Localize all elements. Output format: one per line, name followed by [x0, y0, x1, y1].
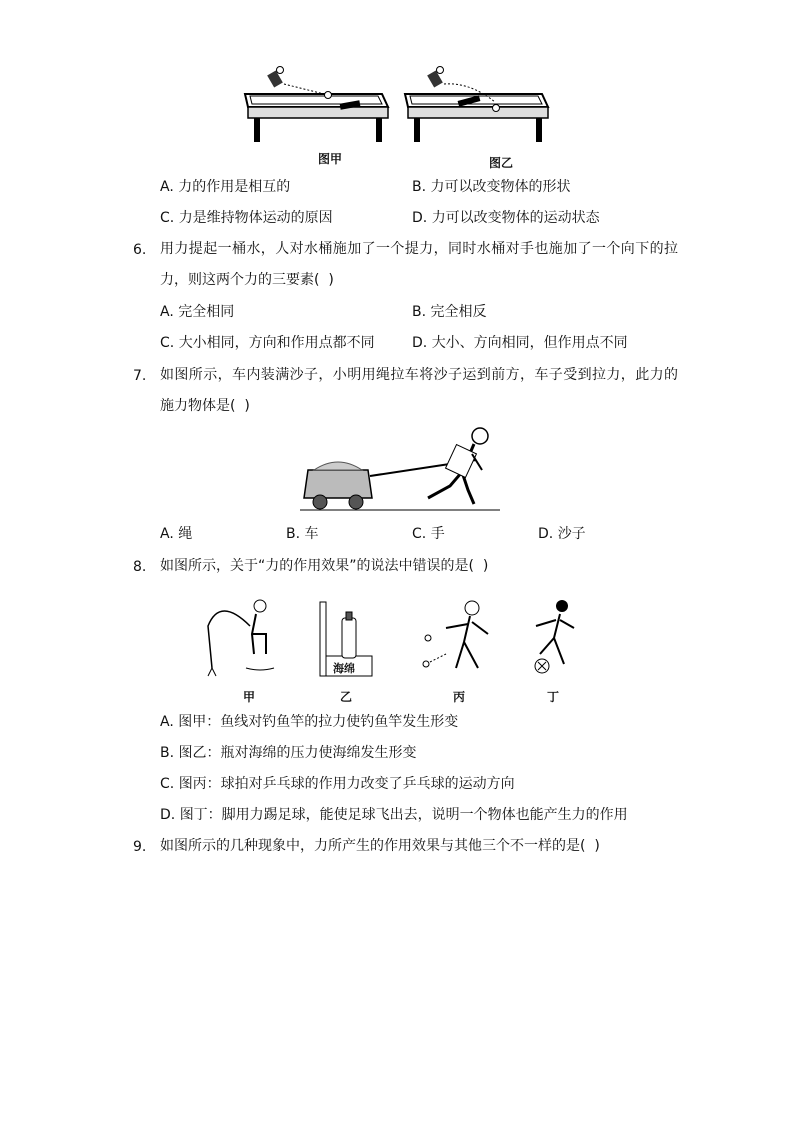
figure-caption-b: 图乙	[489, 156, 514, 170]
option-a[interactable]: A. 绳	[160, 526, 193, 542]
figure-label-jia: 甲	[243, 690, 256, 704]
option-d[interactable]: D. 沙子	[538, 526, 586, 542]
sponge-label: 海绵	[333, 662, 355, 675]
fishing-illustration	[200, 596, 280, 681]
table-tennis-illustration	[416, 598, 506, 683]
option-b[interactable]: B. 车	[286, 526, 319, 542]
option-d[interactable]: D. 图丁：脚用力踢足球，能使足球飞出去，说明一个物体也能产生力的作用	[160, 807, 628, 823]
option-a[interactable]: A. 力的作用是相互的	[160, 179, 291, 195]
option-a[interactable]: A. 图甲：鱼线对钓鱼竿的拉力使钓鱼竿发生形变	[160, 714, 459, 730]
option-b[interactable]: B. 图乙：瓶对海绵的压力使海绵发生形变	[160, 745, 417, 761]
question-stem-cont: 力，则这两个力的三要素( )	[160, 272, 334, 288]
question-number: 6.	[133, 242, 147, 258]
question-stem: 如图所示，关于“力的作用效果”的说法中错误的是( )	[160, 558, 489, 574]
table-illustration-a	[240, 62, 390, 152]
figure-caption-a: 图甲	[318, 152, 343, 166]
option-b[interactable]: B. 力可以改变物体的形状	[412, 179, 571, 195]
option-d[interactable]: D. 力可以改变物体的运动状态	[412, 210, 600, 226]
cart-pulling-illustration	[300, 424, 500, 514]
question-stem: 如图所示的几种现象中，力所产生的作用效果与其他三个不一样的是( )	[160, 838, 600, 854]
soccer-illustration	[520, 598, 580, 683]
question-number: 7.	[133, 368, 147, 384]
option-b[interactable]: B. 完全相反	[412, 304, 487, 320]
option-a[interactable]: A. 完全相同	[160, 304, 235, 320]
option-c[interactable]: C. 力是维持物体运动的原因	[160, 210, 333, 226]
question-stem-cont: 施力物体是( )	[160, 398, 250, 414]
question-stem: 如图所示，车内装满沙子，小明用绳拉车将沙子运到前方，车子受到拉力，此力的	[160, 367, 679, 383]
option-c[interactable]: C. 图丙：球拍对乒乓球的作用力改变了乒乓球的运动方向	[160, 776, 515, 792]
figure-label-ding: 丁	[547, 690, 560, 704]
option-c[interactable]: C. 手	[412, 526, 445, 542]
question-stem: 用力提起一桶水，人对水桶施加了一个提力，同时水桶对手也施加了一个向下的拉	[160, 241, 679, 257]
figure-label-bing: 丙	[453, 690, 466, 704]
question-number: 8.	[133, 559, 147, 575]
table-illustration-b	[400, 62, 550, 152]
option-c[interactable]: C. 大小相同，方向和作用点都不同	[160, 335, 375, 351]
figure-label-yi: 乙	[340, 690, 353, 704]
option-d[interactable]: D. 大小、方向相同，但作用点不同	[412, 335, 628, 351]
question-number: 9.	[133, 839, 147, 855]
